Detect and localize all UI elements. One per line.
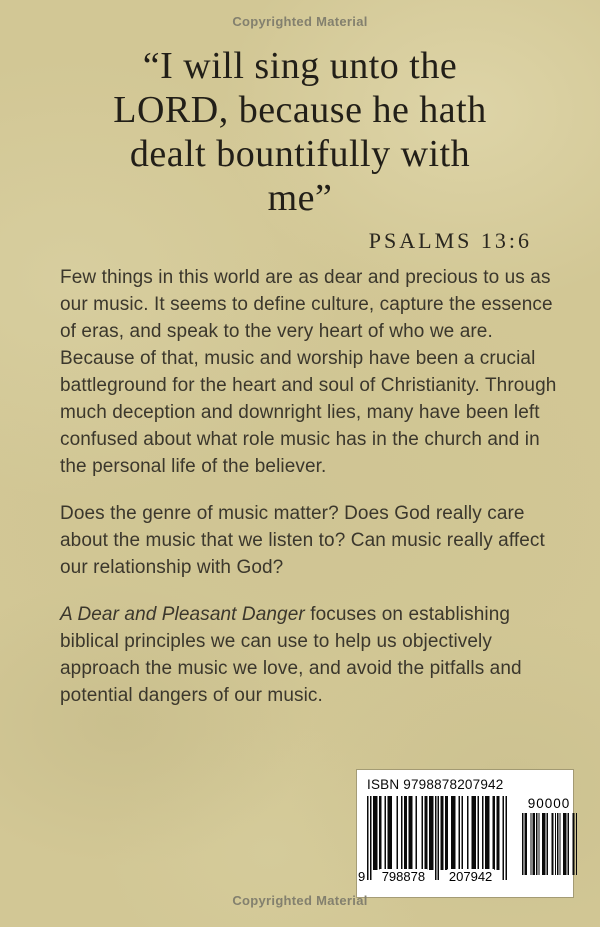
book-title-italic: A Dear and Pleasant Danger [60,604,305,625]
ean13-digit-lead: 9 [358,869,366,884]
ean5-bars-icon [521,813,577,875]
ean13-digits [358,868,507,884]
quote-line-3: dealt bountifully with [129,133,471,175]
back-cover-description [60,264,565,729]
description-paragraph-1: Few things in this world are as dear and precious to us as our music. It seems to define culture, capture the essence of eras, and speak to the very heart of who we are. Because of that, music and worship have been a crucial battleground for the heart and soul of Christianity. Through much deception and downright lies, many have been left confused about what role music has in the church and in the personal life of the believer. [60,267,557,477]
quote-line-2: LORD, because he hath [113,89,487,131]
description-paragraph-3 [60,601,565,709]
supplement-value: 90000 [527,796,571,811]
scripture-attribution: PSALMS 13:6 [368,228,532,253]
ean13-digit-group2: 207942 [448,869,493,884]
scripture-quote [30,44,570,220]
copyright-notice-top: Copyrighted Material [232,14,368,29]
description-paragraph-2: Does the genre of music matter? Does God really care about the music that we listen to? Can music really affect our relationship with God? [60,503,545,578]
copyright-notice-bottom: Copyrighted Material [232,893,368,908]
description-paragraph-3-rest: focuses on establishing biblical principles we can use to help us objectively approach the music we love, and avoid the pitfalls and potential dangers of our music. [60,604,522,706]
quote-line-4: me” [267,177,333,219]
quote-line-1: “I will sing unto the [142,45,458,87]
isbn-label: ISBN 9798878207942 [367,777,504,792]
barcode-panel [357,770,573,897]
ean5-supplement-barcode [521,796,577,875]
ean13-digit-group1: 798878 [381,869,426,884]
barcode-row [358,796,571,892]
ean13-barcode [358,796,507,892]
